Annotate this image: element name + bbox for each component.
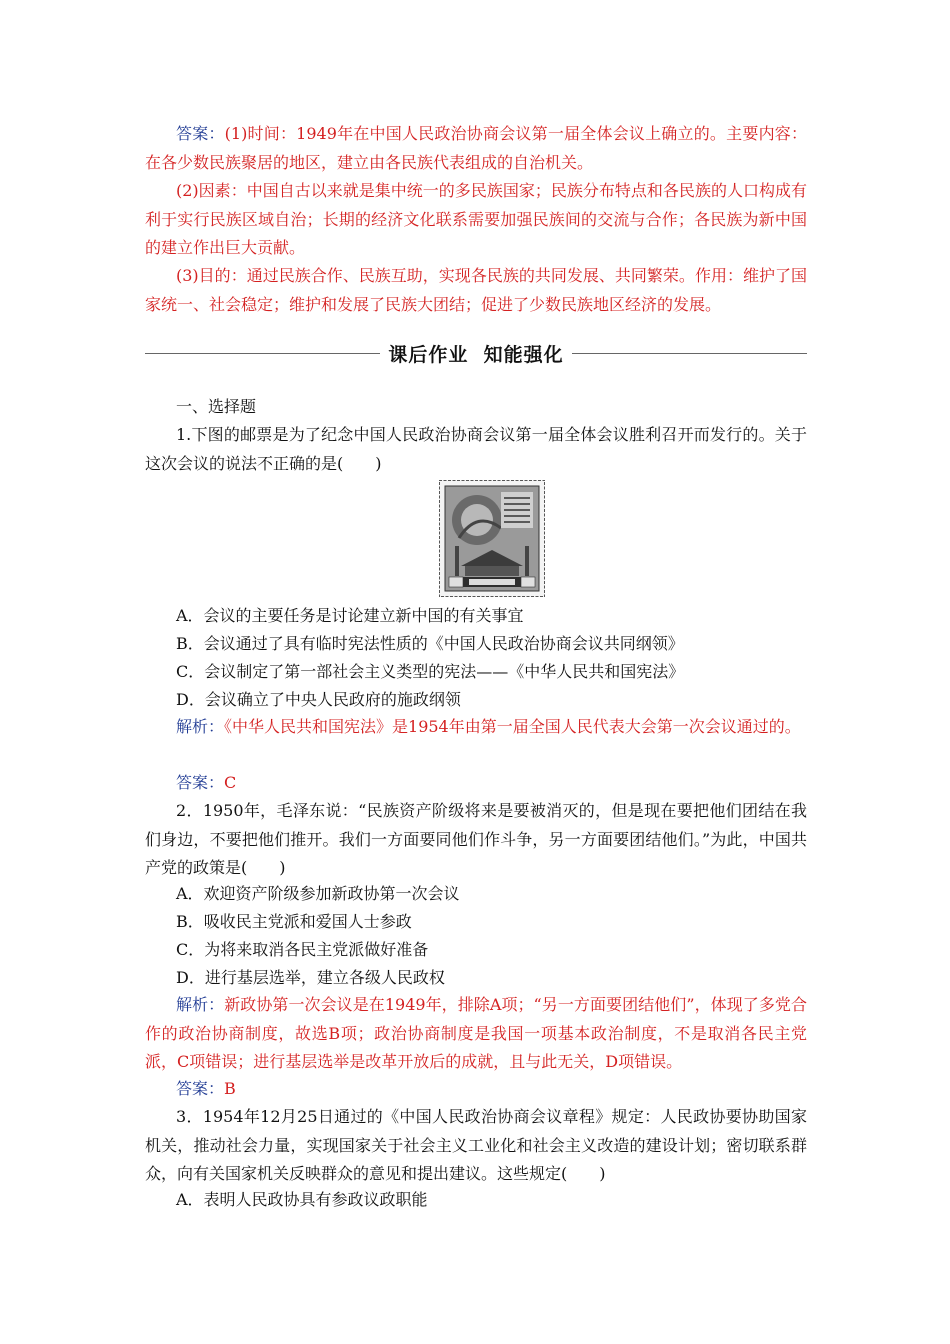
answer-paragraph-1 — [145, 120, 807, 177]
analysis-label: 解析： — [176, 995, 225, 1014]
analysis-label: 解析： — [176, 717, 225, 736]
analysis-text: 《中华人民共和国宪法》是1954年由第一届全国人民代表大会第一次会议通过的。 — [224, 717, 801, 736]
question-2-option-a: A．欢迎资产阶级参加新政协第一次会议 — [176, 884, 460, 903]
question-1-option-d: D．会议确立了中央人民政府的施政纲领 — [176, 690, 461, 709]
question-3-stem: 3．1954年12月25日通过的《中国人民政治协商会议章程》规定：人民政协要协助国家机关，推动社会力量，实现国家关于社会主义工业化和社会主义改造的建设计划；密切联系群众，向有关国家机关反映群众的意见和提出建议。这些规定( ) — [145, 1107, 807, 1184]
answer-label: 答案： — [176, 1079, 225, 1098]
question-2-answer — [145, 1075, 807, 1104]
section-divider — [145, 338, 807, 368]
answer-paragraph-3: (3)目的：通过民族合作、民族互助，实现各民族的共同发展、共同繁荣。作用：维护了国家统一、社会稳定；维护和发展了民族大团结；促进了少数民族地区经济的发展。 — [145, 266, 807, 314]
question-1-answer — [145, 769, 807, 798]
divider-line-right — [572, 353, 807, 354]
question-1-analysis — [145, 713, 807, 742]
section-title: 课后作业 知能强化 — [388, 343, 564, 366]
question-2-option-b: B．吸收民主党派和爱国人士参政 — [176, 912, 412, 931]
answer-paragraph-2: (2)因素：中国自古以来就是集中统一的多民族国家；民族分布特点和各民族的人口构成有利于实行民族区域自治；长期的经济文化联系需要加强民族间的交流与合作；各民族为新中国的建立作出巨大贡献。 — [145, 181, 807, 258]
part-heading: 一、选择题 — [176, 397, 257, 416]
question-2-stem: 2．1950年，毛泽东说：“民族资产阶级将来是要被消灭的，但是现在要把他们团结在我们身边，不要把他们推开。我们一方面要同他们作斗争，另一方面要团结他们。”为此，中国共产党的政策是( ) — [145, 801, 807, 878]
question-2-option-c: C．为将来取消各民主党派做好准备 — [176, 940, 429, 959]
answer-value: C — [224, 773, 237, 792]
question-2-analysis — [145, 991, 807, 1077]
question-1-option-b: B．会议通过了具有临时宪法性质的《中国人民政治协商会议共同纲领》 — [176, 634, 684, 653]
answer-value: B — [224, 1079, 236, 1098]
question-1-option-a: A．会议的主要任务是讨论建立新中国的有关事宜 — [176, 606, 524, 625]
commemorative-stamp-image — [439, 480, 545, 597]
question-1-option-c: C．会议制定了第一部社会主义类型的宪法——《中华人民共和国宪法》 — [176, 662, 685, 681]
question-3-option-a: A．表明人民政协具有参政议政职能 — [176, 1190, 428, 1209]
answer-label: 答案： — [176, 124, 225, 143]
divider-line-left — [145, 353, 380, 354]
analysis-text: 新政协第一次会议是在1949年，排除A项；“另一方面要团结他们”，体现了多党合作的政治协商制度，故选B项；政治协商制度是我国一项基本政治制度，不是取消各民主党派，C项错误；进行基层选举是改革开放后的成就，且与此无关，D项错误。 — [145, 995, 807, 1072]
answer-label: 答案： — [176, 773, 225, 792]
answer-text-1: (1)时间：1949年在中国人民政治协商会议第一届全体会议上确立的。主要内容：在各少数民族聚居的地区，建立由各民族代表组成的自治机关。 — [145, 124, 807, 172]
question-2-option-d: D．进行基层选举，建立各级人民政权 — [176, 968, 445, 987]
question-1-stem: 1.下图的邮票是为了纪念中国人民政治协商会议第一届全体会议胜利召开而发行的。关于这次会议的说法不正确的是( ) — [145, 425, 807, 473]
